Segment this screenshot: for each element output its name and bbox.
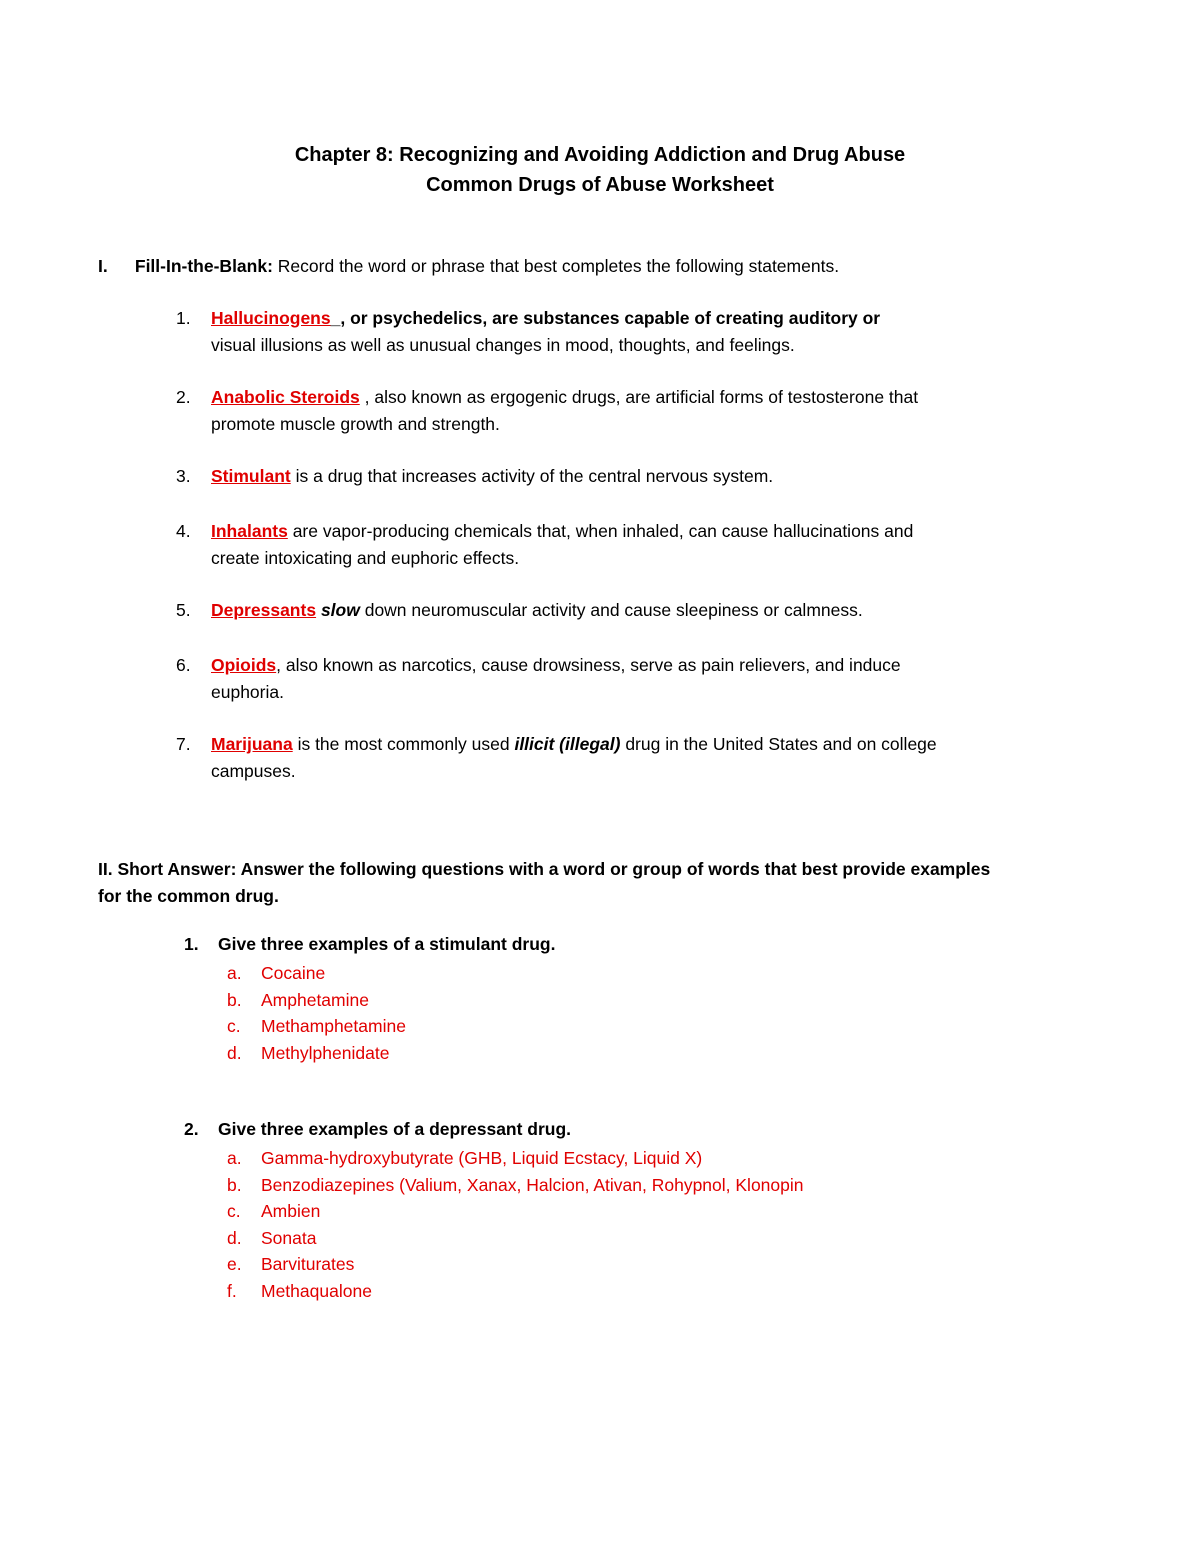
answer-list-2: [227, 1145, 804, 1305]
item-number: 1.: [176, 308, 191, 328]
item-answer: Anabolic Steroids: [211, 387, 360, 407]
item-number: 7.: [176, 734, 191, 754]
question-2: [184, 1119, 571, 1140]
fill-item-5: [176, 597, 1056, 624]
list-item: b. Amphetamine: [227, 989, 369, 1010]
item-answer: Stimulant: [211, 466, 291, 486]
item-emphasis: slow: [320, 600, 360, 620]
section1-heading: Fill-In-the-Blank:: [134, 256, 273, 276]
item-number: 3.: [176, 466, 191, 486]
item-text: is a drug that increases activity of the central nervous system.: [290, 466, 774, 486]
item-number: 6.: [176, 655, 191, 675]
item-text-cont: visual illusions as well as unusual changes in mood, thoughts, and feelings.: [211, 335, 795, 355]
item-text-cont: create intoxicating and euphoric effects.: [211, 548, 520, 568]
fill-item-1: [176, 305, 1056, 359]
item-text-cont: campuses.: [211, 761, 296, 781]
item-text: , also known as narcotics, cause drowsiness, serve as pain relievers, and induce: [276, 655, 901, 675]
item-answer: Hallucinogens: [211, 308, 331, 328]
question-text: Give three examples of a stimulant drug.: [218, 934, 556, 954]
item-answer: Depressants: [211, 600, 317, 620]
fill-item-6: [176, 652, 1056, 706]
list-item: e. Barviturates: [227, 1254, 355, 1275]
item-text: drug in the United States and on college: [620, 734, 937, 754]
section1-numeral: I.: [98, 256, 108, 276]
list-item: d. Sonata: [227, 1227, 317, 1248]
item-text-cont: promote muscle growth and strength.: [211, 414, 500, 434]
list-item: a. Cocaine: [227, 963, 326, 983]
list-item: b. Benzodiazepines (Valium, Xanax, Halcion, Ativan, Rohypnol, Klonopin: [227, 1174, 804, 1195]
fill-item-4: [176, 518, 1056, 572]
list-item: c. Ambien: [227, 1201, 321, 1222]
fill-item-3: [176, 463, 1056, 490]
list-item: f. Methaqualone: [227, 1280, 372, 1301]
section1-header: [98, 256, 839, 277]
item-number: 5.: [176, 600, 191, 620]
item-answer: Inhalants: [211, 521, 288, 541]
page-title: Chapter 8: Recognizing and Avoiding Addiction and Drug Abuse: [294, 144, 906, 166]
item-text: are vapor-producing chemicals that, when inhaled, can cause hallucinations and: [287, 521, 914, 541]
page-subtitle: Common Drugs of Abuse Worksheet: [426, 174, 774, 196]
item-emphasis: illicit (illegal): [514, 734, 621, 754]
item-number: 2.: [176, 387, 191, 407]
question-1: [184, 934, 555, 955]
fill-item-2: [176, 384, 1056, 438]
item-answer: Opioids: [211, 655, 277, 675]
item-text: , or psychedelics, are substances capable of creating auditory or: [340, 308, 881, 328]
list-item: d. Methylphenidate: [227, 1042, 390, 1063]
item-answer: Marijuana: [211, 734, 293, 754]
question-number: 2.: [184, 1119, 199, 1139]
item-number: 4.: [176, 521, 191, 541]
item-text-cont: euphoria.: [211, 682, 284, 702]
fill-item-7: [176, 731, 1056, 785]
question-number: 1.: [184, 934, 199, 954]
question-text: Give three examples of a depressant drug.: [218, 1119, 572, 1139]
item-text-pre: is the most commonly used: [292, 734, 515, 754]
item-text: down neuromuscular activity and cause sleepiness or calmness.: [359, 600, 863, 620]
answer-list-1: [227, 960, 406, 1066]
list-item: a. Gamma-hydroxybutyrate (GHB, Liquid Ecstacy, Liquid X): [227, 1148, 703, 1168]
item-blank: _: [330, 308, 341, 328]
list-item: c. Methamphetamine: [227, 1016, 406, 1037]
section2-heading: II. Short Answer: Answer the following questions with a word or group of words that best provide examples for the common drug.: [98, 859, 991, 906]
item-text: , also known as ergogenic drugs, are artificial forms of testosterone that: [359, 387, 919, 407]
section1-instruction: Record the word or phrase that best completes the following statements.: [277, 256, 840, 276]
